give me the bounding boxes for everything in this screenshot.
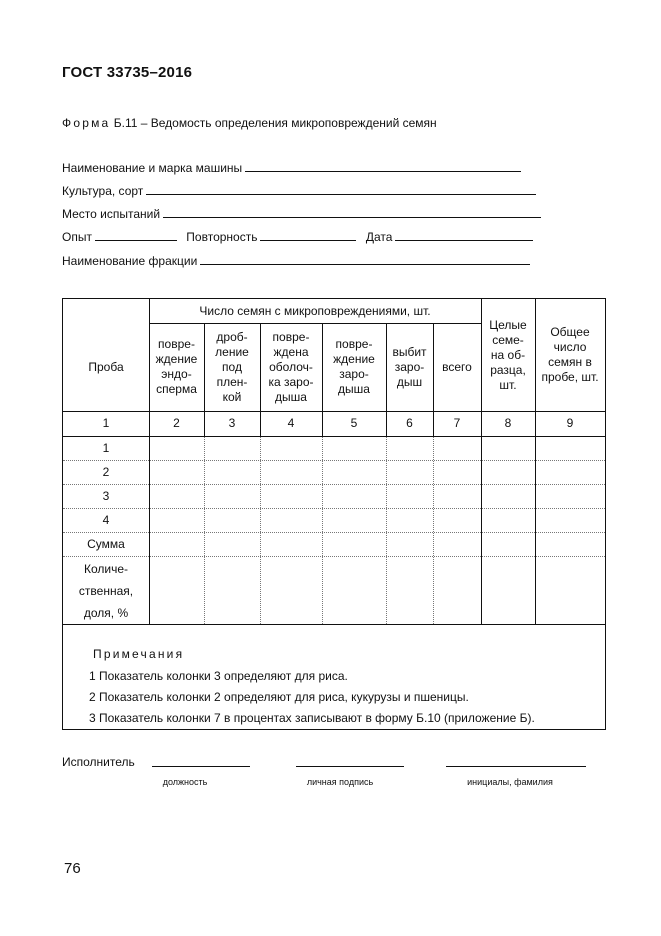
- form-label-rest: Б.11 – Ведомость определения микроповреждений семян: [113, 116, 437, 130]
- note-item: 1 Показатель колонки 3 определяют для риса.: [89, 669, 348, 683]
- notes-title: [93, 647, 184, 661]
- row-label-share-line2: ственная,: [78, 584, 134, 598]
- header-endosperm-damage: повре- ждение эндо- сперма: [155, 337, 198, 396]
- header-whole-seeds: Целые семе- на об- разца, шт.: [489, 317, 527, 392]
- page-number: 76: [64, 860, 81, 877]
- field-experiment-line: [95, 230, 177, 241]
- header-germ-shell-damage: повре- ждена оболоч- ка заро- дыша: [268, 329, 314, 404]
- col-number: 4: [287, 416, 295, 430]
- col-number: 5: [350, 416, 358, 430]
- field-repetition-label: Повторность: [186, 230, 258, 244]
- field-fraction-line: [200, 254, 530, 265]
- header-germ-damage: повре- ждение заро- дыша: [333, 337, 375, 396]
- field-place-line: [163, 207, 541, 218]
- row-divider-dotted: [63, 556, 605, 557]
- group-header: Число семян с микроповреждениями, шт.: [199, 303, 431, 318]
- initials-line: [446, 766, 586, 767]
- col-number: 7: [453, 416, 461, 430]
- row-label: 4: [102, 512, 110, 527]
- form-title: [62, 116, 437, 130]
- field-experiment-label: Опыт: [62, 230, 92, 244]
- col-number: 2: [173, 416, 180, 430]
- form-label-prefix: Форма: [62, 116, 111, 130]
- col-number: 9: [566, 416, 574, 430]
- header-total-seeds: Общее число семян в пробе, шт.: [541, 325, 599, 384]
- executor-label: Исполнитель: [62, 755, 135, 769]
- field-machine: [62, 161, 521, 175]
- row-label-share-line1: Количе-: [83, 562, 129, 576]
- field-fraction-label: Наименование фракции: [62, 254, 198, 268]
- note-item: 3 Показатель колонки 7 в процентах записывают в форму Б.10 (приложение Б).: [89, 711, 535, 725]
- position-caption: должность: [162, 777, 208, 787]
- field-crop-line: [146, 184, 536, 195]
- document-standard-title: ГОСТ 33735–2016: [62, 64, 193, 81]
- row-label: 2: [102, 464, 110, 479]
- seed-damage-table: [62, 298, 606, 730]
- col-divider-dotted: [386, 436, 387, 624]
- row-label-share: [63, 558, 149, 624]
- col-divider-dotted: [260, 436, 261, 624]
- field-fraction: [62, 254, 530, 268]
- col-number: 1: [102, 416, 110, 430]
- col-divider-dotted: [322, 436, 323, 624]
- field-machine-label: Наименование и марка машины: [62, 161, 243, 175]
- header-total: всего: [442, 359, 472, 374]
- header-crushing-under-film: дроб- ление под плен- кой: [215, 329, 249, 404]
- row-label: 3: [102, 488, 110, 503]
- field-crop-label: Культура, сорт: [62, 184, 144, 198]
- field-date-label: Дата: [365, 230, 393, 244]
- signature-caption: личная подпись: [306, 777, 374, 787]
- col-divider-dotted: [204, 436, 205, 624]
- field-machine-line: [245, 161, 521, 172]
- field-crop: [62, 184, 536, 198]
- field-repetition-line: [260, 230, 356, 241]
- field-date-line: [395, 230, 533, 241]
- field-experiment-row: [62, 230, 533, 244]
- row-divider: [63, 624, 605, 625]
- col-number: 6: [406, 416, 413, 430]
- row-label: 1: [102, 440, 110, 455]
- row-label-share-line3: доля, %: [83, 606, 129, 620]
- notes-title-text: Примечания: [93, 647, 185, 661]
- position-line: [152, 766, 250, 767]
- field-place-label: Место испытаний: [62, 207, 161, 221]
- header-germ-knocked-out: выбит заро- дыш: [392, 344, 427, 389]
- col-number: 3: [228, 416, 236, 430]
- initials-caption: инициалы, фамилия: [467, 777, 553, 787]
- header-probe: Проба: [88, 359, 124, 374]
- signature-line: [296, 766, 404, 767]
- col-number: 8: [504, 416, 512, 430]
- field-place: [62, 207, 541, 221]
- note-item: 2 Показатель колонки 2 определяют для риса, кукурузы и пшеницы.: [89, 690, 469, 704]
- col-divider-dotted: [433, 436, 434, 624]
- row-label-sum: Сумма: [87, 536, 125, 551]
